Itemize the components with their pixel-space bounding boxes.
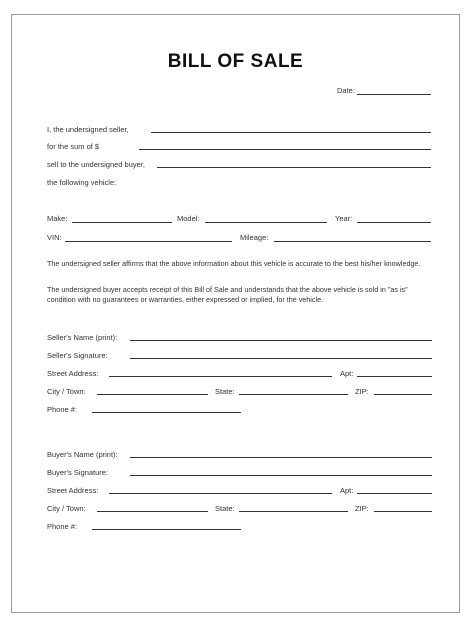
date-field[interactable] bbox=[357, 94, 431, 95]
make-label: Make: bbox=[47, 214, 68, 223]
seller-state-field[interactable] bbox=[239, 394, 348, 395]
buyer-signature-field[interactable] bbox=[130, 475, 432, 476]
mileage-field[interactable] bbox=[274, 241, 431, 242]
model-field[interactable] bbox=[205, 222, 327, 223]
seller-street-label: Street Address: bbox=[47, 369, 99, 378]
seller-name-field[interactable] bbox=[130, 340, 432, 341]
buyer-name-label: Buyer's Name (print): bbox=[47, 450, 118, 459]
sum-label: for the sum of $ bbox=[47, 142, 100, 151]
year-field[interactable] bbox=[357, 222, 431, 223]
seller-signature-label: Seller's Signature: bbox=[47, 351, 108, 360]
buyer-acceptance-text: The undersigned buyer accepts receipt of this Bill of Sale and understands that the above vehicle is sold in "as is" condition with no guarantees or warranties, either expressed or implied, for the vehicle. bbox=[47, 285, 408, 304]
seller-signature-field[interactable] bbox=[130, 358, 432, 359]
seller-affirmation-text: The undersigned seller affirms that the above information about this vehicle is accurate to the best his/her knowledge. bbox=[47, 259, 421, 268]
seller-city-field[interactable] bbox=[97, 394, 208, 395]
sum-field[interactable] bbox=[139, 149, 431, 150]
seller-phone-field[interactable] bbox=[92, 412, 241, 413]
buyer-phone-label: Phone #: bbox=[47, 522, 78, 531]
buyer-apt-field[interactable] bbox=[357, 493, 432, 494]
buyer-street-field[interactable] bbox=[109, 493, 332, 494]
sell-to-buyer-label: sell to the undersigned buyer, bbox=[47, 160, 145, 169]
model-label: Model: bbox=[177, 214, 200, 223]
make-field[interactable] bbox=[72, 222, 172, 223]
seller-apt-label: Apt: bbox=[340, 369, 354, 378]
buyer-street-label: Street Address: bbox=[47, 486, 99, 495]
seller-phone-label: Phone #: bbox=[47, 405, 78, 414]
seller-zip-label: ZIP: bbox=[355, 387, 369, 396]
buyer-state-field[interactable] bbox=[239, 511, 348, 512]
date-label: Date: bbox=[337, 86, 355, 95]
buyer-intro-field[interactable] bbox=[157, 167, 431, 168]
buyer-signature-label: Buyer's Signature: bbox=[47, 468, 109, 477]
year-label: Year: bbox=[335, 214, 353, 223]
vin-label: VIN: bbox=[47, 233, 62, 242]
seller-name-label: Seller's Name (print): bbox=[47, 333, 118, 342]
buyer-city-field[interactable] bbox=[97, 511, 208, 512]
seller-state-label: State: bbox=[215, 387, 235, 396]
buyer-zip-label: ZIP: bbox=[355, 504, 369, 513]
mileage-label: Mileage: bbox=[240, 233, 269, 242]
buyer-phone-field[interactable] bbox=[92, 529, 241, 530]
seller-city-label: City / Town: bbox=[47, 387, 86, 396]
buyer-zip-field[interactable] bbox=[374, 511, 432, 512]
seller-intro-field[interactable] bbox=[151, 132, 431, 133]
buyer-state-label: State: bbox=[215, 504, 235, 513]
following-vehicle-label: the following vehicle: bbox=[47, 178, 117, 187]
buyer-apt-label: Apt: bbox=[340, 486, 354, 495]
seller-intro-label: I, the undersigned seller, bbox=[47, 125, 129, 134]
buyer-name-field[interactable] bbox=[130, 457, 432, 458]
seller-street-field[interactable] bbox=[109, 376, 332, 377]
buyer-city-label: City / Town: bbox=[47, 504, 86, 513]
vin-field[interactable] bbox=[65, 241, 232, 242]
seller-apt-field[interactable] bbox=[357, 376, 432, 377]
seller-zip-field[interactable] bbox=[374, 394, 432, 395]
page-title: BILL OF SALE bbox=[167, 51, 304, 72]
bill-of-sale-form bbox=[11, 14, 460, 613]
